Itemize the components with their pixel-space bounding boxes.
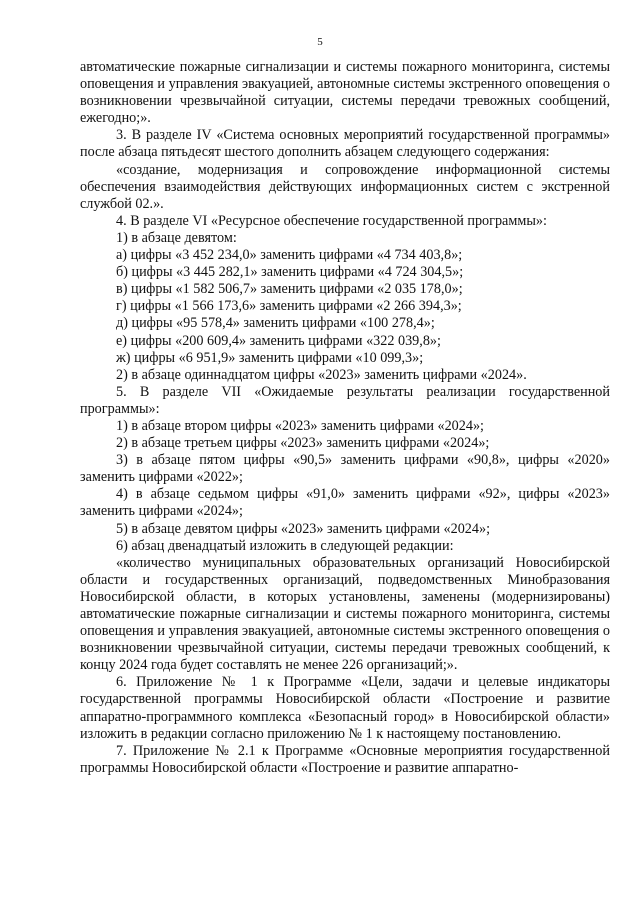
paragraph: г) цифры «1 566 173,6» заменить цифрами «2 266 394,3»; bbox=[116, 298, 462, 315]
paragraph: 1) в абзаце девятом: bbox=[116, 229, 237, 246]
paragraph: д) цифры «95 578,4» заменить цифрами «100 278,4»; bbox=[116, 315, 435, 332]
paragraph: «создание, модернизация и сопровождение информационной системы обеспечения взаимодействия действующих информационных систем с экстренной службой 02.». bbox=[80, 161, 610, 212]
paragraph: автоматические пожарные сигнализации и системы пожарного мониторинга, системы оповещения и управления эвакуацией, автономные системы экстренного оповещения о возникновении чрезвычайной ситуации, системы передачи тревожных сообщений, ежегодно;». bbox=[80, 59, 610, 127]
page-number: 5 bbox=[317, 36, 323, 48]
paragraph: е) цифры «200 609,4» заменить цифрами «322 039,8»; bbox=[116, 332, 441, 349]
paragraph: 4) в абзаце седьмом цифры «91,0» заменить цифрами «92», цифры «2023» заменить цифрами «2024»; bbox=[80, 486, 610, 520]
paragraph: 3. В разделе IV «Система основных мероприятий государственной программы» после абзаца пятьдесят шестого дополнить абзацем следующего содержания: bbox=[80, 127, 610, 161]
paragraph: ж) цифры «6 951,9» заменить цифрами «10 099,3»; bbox=[116, 349, 424, 366]
paragraph: 7. Приложение № 2.1 к Программе «Основные мероприятия государственной программы Новосибирской области «Построение и развитие аппаратно- bbox=[80, 742, 610, 776]
paragraph: 5. В разделе VII «Ожидаемые результаты реализации государственной программы»: bbox=[80, 383, 610, 417]
body-text bbox=[80, 59, 610, 777]
paragraph: 3) в абзаце пятом цифры «90,5» заменить цифрами «90,8», цифры «2020» заменить цифрами «2022»; bbox=[80, 452, 610, 486]
paragraph: б) цифры «3 445 282,1» заменить цифрами «4 724 304,5»; bbox=[116, 264, 464, 281]
paragraph: 2) в абзаце третьем цифры «2023» заменить цифрами «2024»; bbox=[116, 435, 490, 452]
paragraph: а) цифры «3 452 234,0» заменить цифрами «4 734 403,8»; bbox=[116, 247, 463, 264]
paragraph: 1) в абзаце втором цифры «2023» заменить цифрами «2024»; bbox=[116, 417, 484, 434]
paragraph: 2) в абзаце одиннадцатом цифры «2023» заменить цифрами «2024». bbox=[116, 366, 527, 383]
paragraph: 6. Приложение № 1 к Программе «Цели, задачи и целевые индикаторы государственной программы Новосибирской области «Построение и развитие аппаратно-программного комплекса «Безопасный город» в Новосибирской области» изложить в редакции согласно приложению № 1 к настоящему постановлению. bbox=[80, 674, 610, 742]
paragraph: 4. В разделе VI «Ресурсное обеспечение государственной программы»: bbox=[116, 212, 547, 229]
paragraph: в) цифры «1 582 506,7» заменить цифрами «2 035 178,0»; bbox=[116, 281, 463, 298]
paragraph: «количество муниципальных образовательных организаций Новосибирской области и государственных организаций, подведомственных Минобразования Новосибирской области, в которых установлены, заменены (модернизированы) автоматические пожарные сигнализации и системы пожарного мониторинга, системы оповещения и управления эвакуацией, автономные системы экстренного оповещения о возникновении чрезвычайной ситуации, системы передачи тревожных сообщений, к концу 2024 года будет составлять не менее 226 организаций;». bbox=[80, 554, 610, 674]
paragraph: 5) в абзаце девятом цифры «2023» заменить цифрами «2024»; bbox=[116, 520, 491, 537]
paragraph: 6) абзац двенадцатый изложить в следующей редакции: bbox=[116, 537, 454, 554]
